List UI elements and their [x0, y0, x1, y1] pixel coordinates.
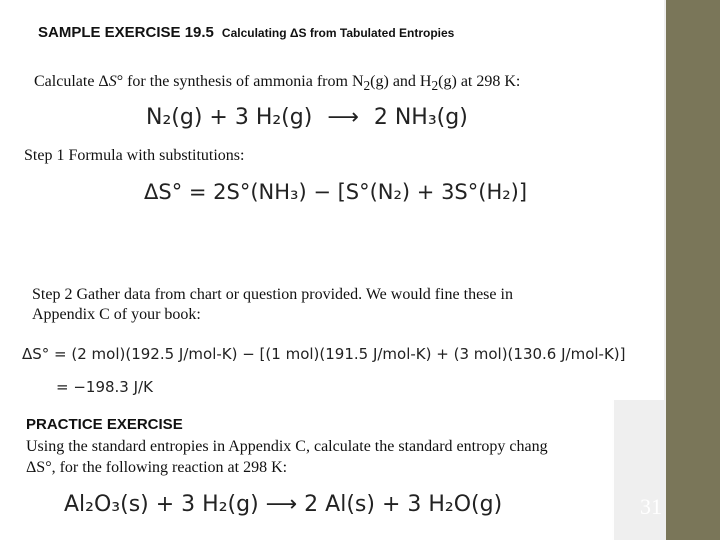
- step1-label: Step 1 Formula with substitutions:: [24, 147, 245, 164]
- reaction-products: 2 NH₃(g): [373, 105, 468, 130]
- step1-entropy-formula: ΔS° = 2S°(NH₃) − [S°(N₂) + 3S°(H₂)]: [144, 180, 528, 204]
- step2-text-line2: Appendix C of your book:: [32, 306, 201, 323]
- slide-number: 31: [640, 494, 662, 519]
- content-panel-extension: [612, 0, 664, 400]
- reaction-arrow: ⟶: [327, 105, 359, 130]
- practice-reaction-equation: Al₂O₃(s) + 3 H₂(g) ⟶ 2 Al(s) + 3 H₂O(g): [64, 492, 503, 517]
- step2-text-line1: Step 2 Gather data from chart or question provided. We would fine these in: [32, 286, 513, 303]
- practice-exercise-title: PRACTICE EXERCISE: [26, 416, 183, 433]
- reaction-reactants: N₂(g) + 3 H₂(g): [146, 105, 313, 130]
- right-decorative-bar: [666, 0, 720, 540]
- title-subtitle: Calculating ΔS from Tabulated Entropies: [221, 26, 455, 40]
- title-main: SAMPLE EXERCISE 19.5: [38, 24, 214, 41]
- practice-text-line1: Using the standard entropies in Appendix C, calculate the standard entropy chang: [26, 438, 548, 455]
- question-prompt: Calculate ΔS° for the synthesis of ammonia from $N_2(g)$ and $H_2(g)$ at 298 K:: [34, 73, 521, 94]
- step2-result: = −198.3 J/K: [56, 378, 153, 396]
- slide-title: [38, 24, 454, 42]
- ammonia-reaction-equation: [146, 105, 468, 130]
- practice-text-line2: ΔS°, for the following reaction at 298 K:: [26, 459, 288, 476]
- step2-calculation: ΔS° = (2 mol)(192.5 J/mol-K) − [(1 mol)(191.5 J/mol-K) + (3 mol)(130.6 J/mol-K)]: [22, 345, 626, 363]
